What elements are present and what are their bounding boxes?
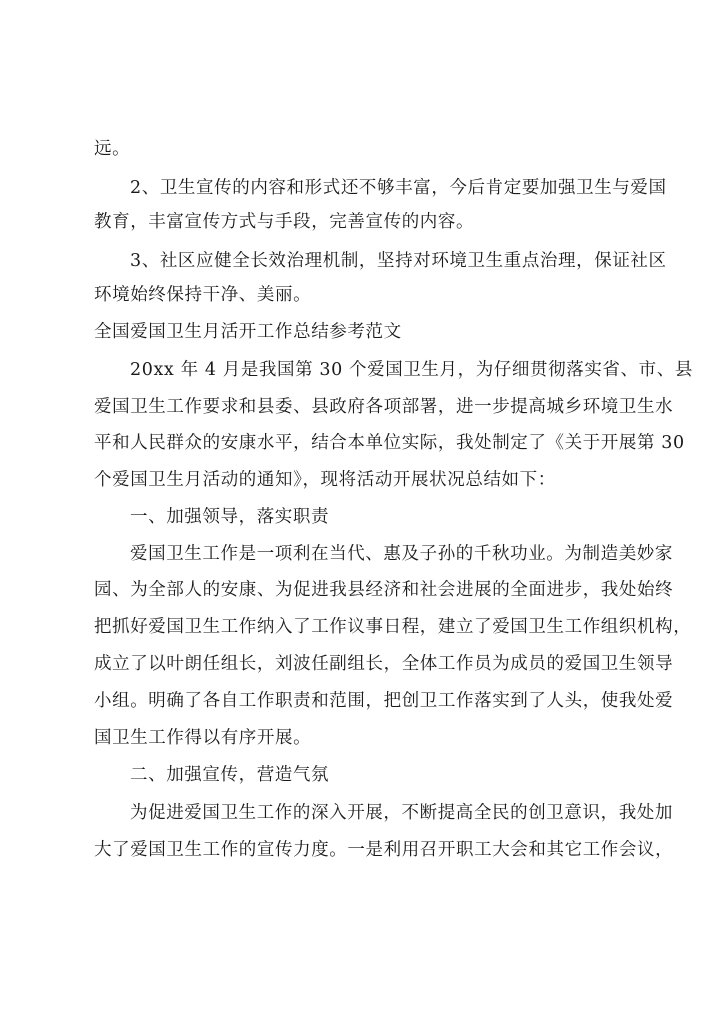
paragraph-line: 国卫生工作得以有序开展。	[94, 728, 312, 748]
paragraph-line: 环境始终保持干净、美丽。	[94, 285, 312, 305]
paragraph-line: 爱国卫生工作是一项利在当代、惠及子孙的千秋功业。为制造美妙家	[130, 544, 673, 564]
paragraph-line: 3、社区应健全长效治理机制，坚持对环境卫生重点治理，保证社区	[130, 251, 667, 271]
paragraph-line: 远。	[94, 139, 131, 159]
paragraph-line: 平和人民群众的安康水平，结合本单位实际，我处制定了《关于开展第 30	[94, 433, 685, 453]
section-title: 全国爱国卫生月活开工作总结参考范文	[94, 322, 402, 342]
paragraph-line: 爱国卫生工作要求和县委、县政府各项部署，进一步提高城乡环境卫生水	[94, 397, 674, 417]
heading-1: 一、加强领导，落实职责	[130, 507, 330, 527]
paragraph-line: 小组。明确了各自工作职责和范围，把创卫工作落实到了人头，使我处爱	[94, 691, 674, 711]
paragraph-line: 2、卫生宣传的内容和形式还不够丰富，今后肯定要加强卫生与爱国	[130, 178, 667, 198]
paragraph-line: 20xx 年 4 月是我国第 30 个爱国卫生月，为仔细贯彻落实省、市、县	[130, 360, 693, 380]
heading-2: 二、加强宣传，营造气氛	[130, 765, 330, 785]
paragraph-line: 园、为全部人的安康、为促进我县经济和社会进展的全面进步，我处始终	[94, 580, 674, 600]
paragraph-line: 成立了以叶朗任组长，刘波任副组长，全体工作员为成员的爱国卫生领导	[94, 654, 674, 674]
paragraph-line: 大了爱国卫生工作的宣传力度。一是利用召开职工大会和其它工作会议，	[94, 840, 674, 860]
paragraph-line: 个爱国卫生月活动的通知》，现将活动开展状况总结如下：	[94, 470, 556, 490]
paragraph-line: 把抓好爱国卫生工作纳入了工作议事日程，建立了爱国卫生工作组织机构，	[94, 617, 692, 637]
paragraph-line: 为促进爱国卫生工作的深入开展，不断提高全民的创卫意识，我处加	[130, 803, 673, 823]
paragraph-line: 教育，丰富宣传方式与手段，完善宣传的内容。	[94, 212, 475, 232]
